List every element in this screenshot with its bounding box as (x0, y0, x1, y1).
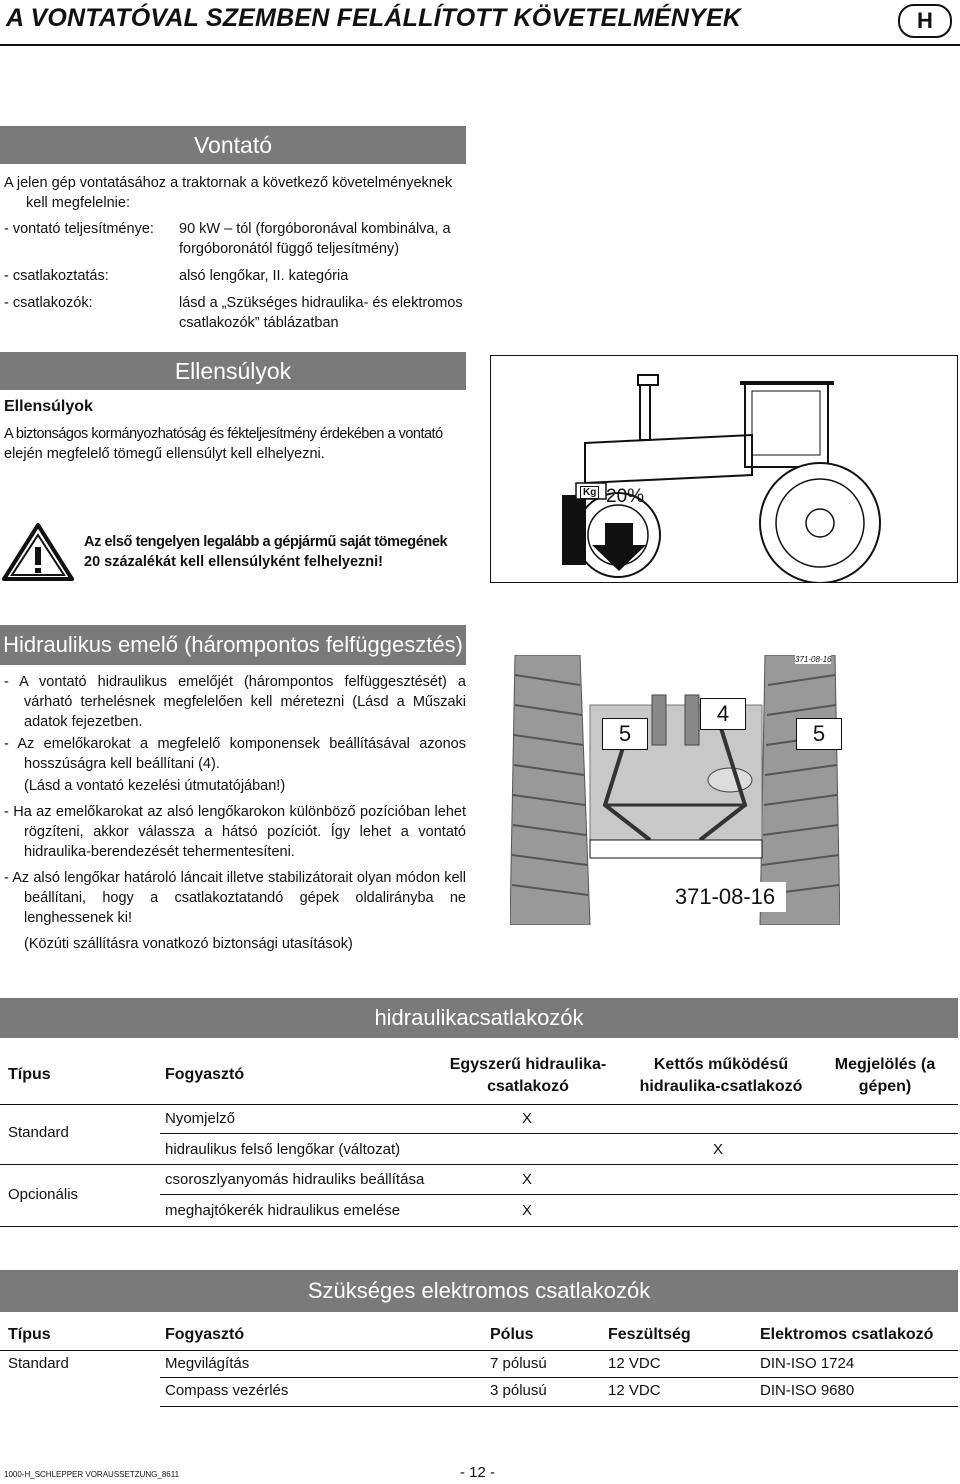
section-badge: H (898, 4, 952, 38)
hidraulika-item: - A vontató hidraulikus emelőjét (hárompontos felfüggesztését) a várható terhelésnek megfelelően kell méretezni (Lásd a Műszaki adatok fejezetben. (4, 674, 466, 730)
hidraulika-item: (Lásd a vontató kezelési útmutatójában!) (24, 778, 286, 794)
warning-line: Az első tengelyen legalább a gépjármű saját tömegének (84, 534, 448, 550)
tractor-counterweight-figure (490, 355, 958, 583)
ellensulyok-subheading: Ellensúlyok (4, 398, 93, 415)
table-rule (0, 1226, 958, 1227)
table-rule (160, 1133, 958, 1134)
requirement-label: - csatlakozók: (4, 295, 93, 311)
vontato-requirements (4, 219, 474, 333)
hidraulika-item: - Az alsó lengőkar határoló láncait illetve stabilizátorait olyan módon kell beállítani, hogy a csatlakoztatandó gépek oldalirányba ne lenghessenek ki! (4, 870, 466, 926)
type-cell: Standard (8, 1124, 69, 1141)
warning-text (84, 532, 484, 572)
vontato-intro (4, 173, 474, 213)
table-rule (0, 1104, 958, 1105)
figure-code-small: 371-08-16 (795, 655, 832, 664)
figure-code-large: 371-08-16 (664, 882, 786, 912)
single-cell: X (522, 1171, 533, 1188)
warning-line: 20 százalékát kell ellensúlyként felhelyezni! (84, 554, 384, 570)
pole-cell: 3 pólusú (490, 1382, 547, 1399)
requirement-value: lásd a „Szükséges hidraulika- és elektromos (179, 295, 463, 311)
single-cell: X (522, 1202, 533, 1219)
pole-cell: 7 pólusú (490, 1355, 547, 1372)
requirement-label: - vontató teljesítménye: (4, 221, 154, 237)
consumer-cell: csoroszlyanyomás hidrauliks beállítása (165, 1171, 425, 1188)
connector-cell: DIN-ISO 9680 (760, 1382, 855, 1399)
requirement-row (4, 219, 474, 259)
type-cell: Opcionális (8, 1186, 79, 1203)
ellensulyok-heading: Ellensúlyok (0, 352, 466, 390)
col-header: Kettős működésű hidraulika-csatlakozó (639, 1056, 803, 1095)
text-line: elején megfelelő tömegű ellensúlyt kell elhelyezni. (4, 446, 325, 462)
connector-cell: DIN-ISO 1724 (760, 1355, 855, 1372)
vontato-heading: Vontató (0, 126, 466, 164)
type-cell: Standard (8, 1355, 69, 1372)
consumer-cell: Nyomjelző (165, 1110, 236, 1127)
requirement-value: csatlakozók” táblázatban (179, 315, 339, 331)
col-header: Pólus (490, 1326, 534, 1343)
kg-label: Kg (580, 486, 599, 499)
callout-4: 4 (700, 698, 746, 730)
consumer-cell: meghajtókerék hidraulikus emelése (165, 1202, 401, 1219)
col-header: Fogyasztó (165, 1066, 245, 1083)
col-header: Megjelölés (a gépen) (834, 1056, 936, 1095)
table-rule (0, 1164, 958, 1165)
intro-line: kell megfelelnie: (26, 195, 130, 211)
callout-5-right: 5 (796, 718, 842, 750)
ellensulyok-text (4, 424, 480, 464)
warning-icon (2, 522, 74, 582)
requirement-row (4, 266, 474, 286)
consumer-cell: Megvilágítás (165, 1355, 250, 1372)
page-title: A VONTATÓVAL SZEMBEN FELÁLLÍTOTT KÖVETELMÉNYEK (6, 4, 742, 32)
double-cell: X (713, 1141, 724, 1158)
col-header: Fogyasztó (165, 1326, 245, 1343)
col-header: Feszültség (608, 1326, 691, 1343)
hidraulika-heading: Hidraulikus emelő (hárompontos felfüggesztés) (0, 625, 466, 665)
intro-line: A jelen gép vontatásához a traktornak a következő követelményeknek (4, 175, 453, 191)
requirement-row (4, 293, 474, 333)
hidraulika-list (4, 672, 466, 954)
callout-5-left: 5 (602, 718, 648, 750)
header-rule (0, 44, 960, 46)
hidraulika-item: (Közúti szállításra vonatkozó biztonsági utasítások) (24, 936, 353, 952)
hidraulika-item: - Ha az emelőkarokat az alsó lengőkarokon különböző pozícióban lehet rögzíteni, akkor válassza a hátsó pozíciót. Így lehet a vontató hidraulika-berendezését tehermentesíteni. (4, 804, 466, 860)
requirement-label: - csatlakoztatás: (4, 268, 109, 284)
table-rule (160, 1377, 958, 1378)
text-line: A biztonságos kormányozhatóság és fékteljesítmény érdekében a vontató (4, 426, 443, 442)
requirement-value: forgóboronától függő teljesítmény) (179, 241, 400, 257)
percent-label: 20% (606, 486, 645, 507)
table-rule (0, 1350, 958, 1351)
page-number: - 12 - (460, 1464, 496, 1481)
col-header: Egyszerű hidraulika-csatlakozó (449, 1056, 607, 1095)
consumer-cell: hidraulikus felső lengőkar (változat) (165, 1141, 401, 1158)
col-header: Típus (8, 1326, 51, 1343)
footer-doc-id: 1000-H_SCHLEPPER VORAUSSETZUNG_8611 (4, 1470, 180, 1479)
elec-table (0, 1318, 958, 1410)
single-cell: X (522, 1110, 533, 1127)
table-rule (160, 1406, 958, 1407)
hydr-table (0, 1044, 958, 1228)
hydr-table-heading: hidraulikacsatlakozók (0, 998, 958, 1038)
requirement-value: 90 kW – tól (forgóboronával kombinálva, a (179, 221, 451, 237)
col-header: Elektromos csatlakozó (760, 1326, 934, 1343)
voltage-cell: 12 VDC (608, 1382, 661, 1399)
consumer-cell: Compass vezérlés (165, 1382, 289, 1399)
voltage-cell: 12 VDC (608, 1355, 661, 1372)
col-header: Típus (8, 1066, 51, 1083)
hidraulika-item: - Az emelőkarokat a megfelelő komponensek beállításával azonos hosszúságra kell beállítani (4). (4, 736, 466, 772)
requirement-value: alsó lengőkar, II. kategória (179, 268, 349, 284)
table-rule (160, 1194, 958, 1195)
elec-table-heading: Szükséges elektromos csatlakozók (0, 1270, 958, 1312)
